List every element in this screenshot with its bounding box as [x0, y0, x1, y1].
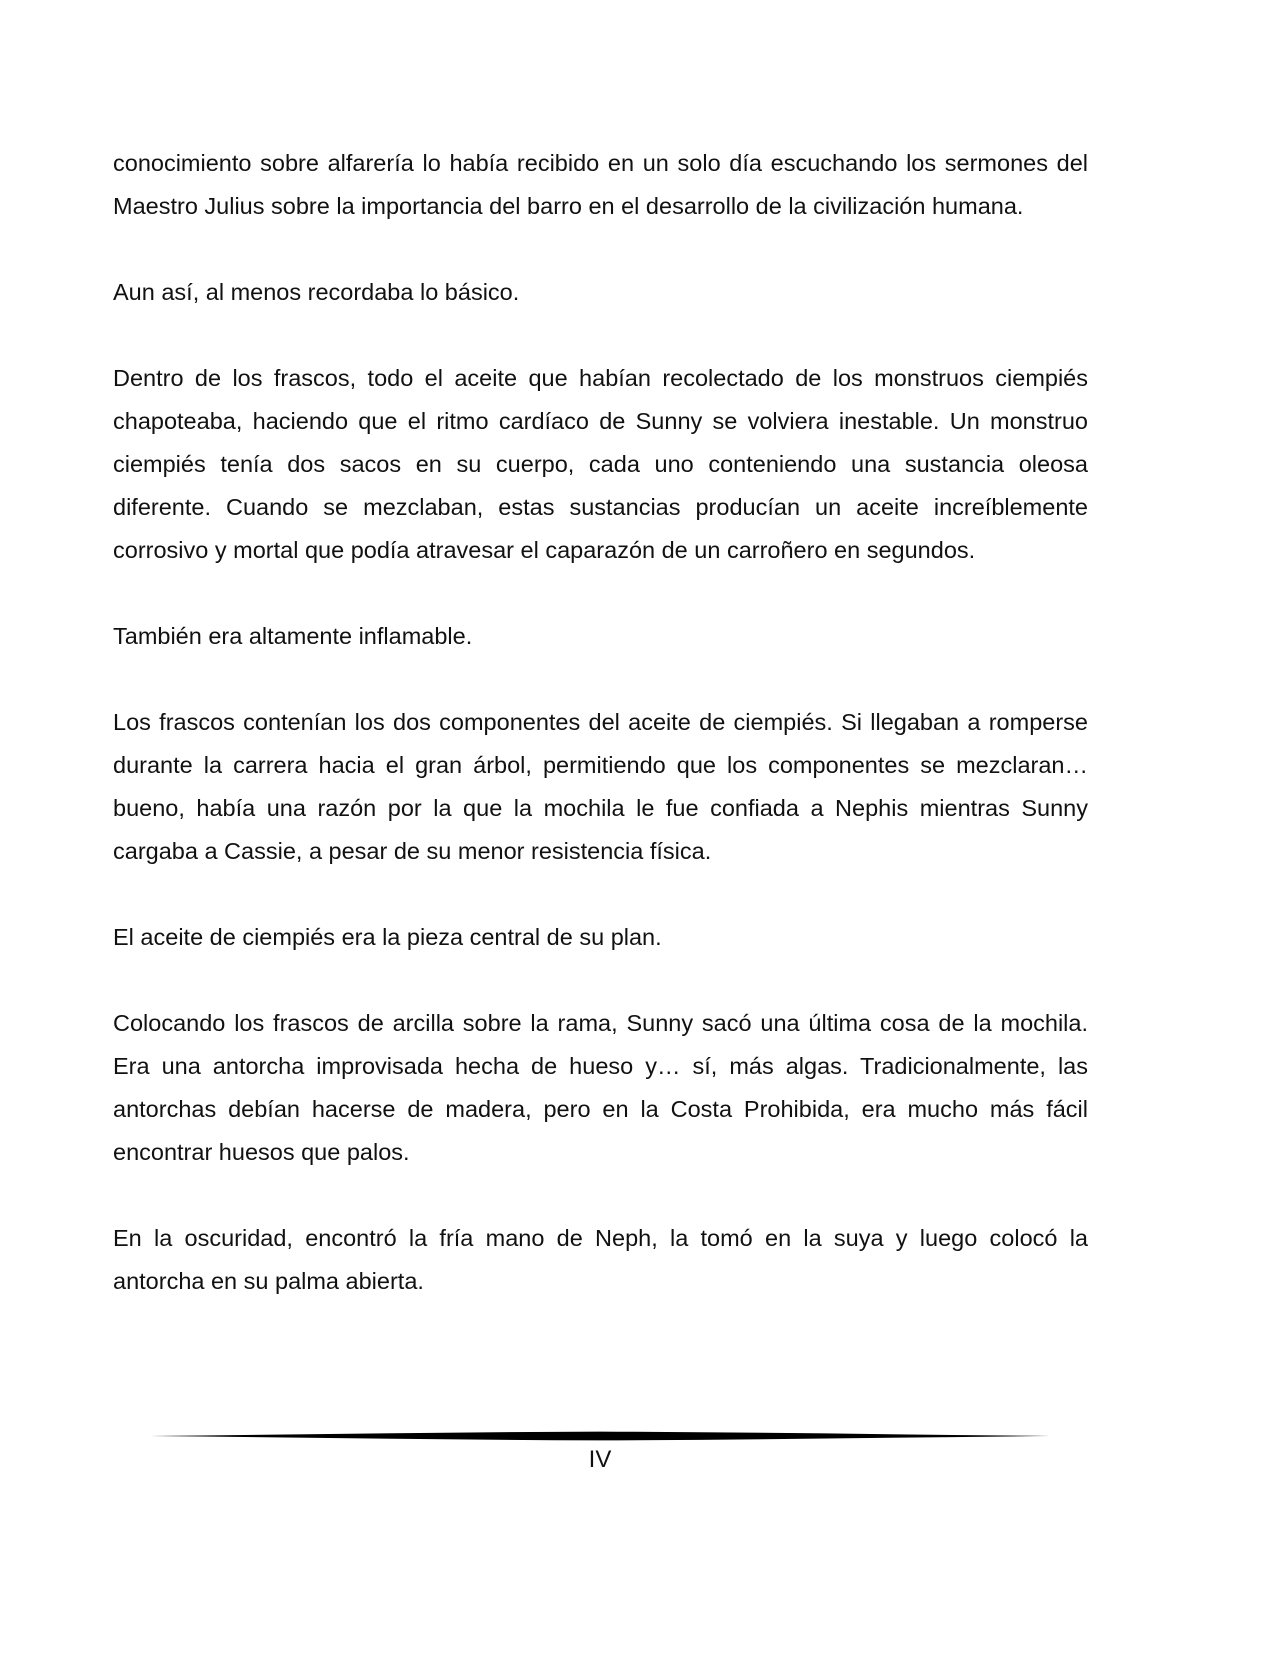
paragraph-3: Dentro de los frascos, todo el aceite que habían recolectado de los monstruos ciempiés chapoteaba, haciendo que el ritmo cardíaco de Sunny se volviera inestable. Un monstruo ciempiés tenía dos sacos en su cuerpo, cada uno conteniendo una sustancia oleosa diferente. Cuando se mezclaban, estas sustancias producían un aceite increíblemente corrosivo y mortal que podía atravesar el caparazón de un carroñero en segundos. — [113, 365, 1088, 563]
page-number: IV — [588, 1446, 612, 1473]
divider-line — [150, 1432, 1050, 1441]
footer-divider — [150, 1430, 1050, 1442]
paragraph-8: En la oscuridad, encontró la fría mano de Neph, la tomó en la suya y luego colocó la antorcha en su palma abierta. — [113, 1225, 1088, 1294]
paragraph-1: conocimiento sobre alfarería lo había recibido en un solo día escuchando los sermones del Maestro Julius sobre la importancia del barro en el desarrollo de la civilización humana. — [113, 150, 1088, 219]
paragraph-4: También era altamente inflamable. — [113, 623, 473, 649]
paragraph-7: Colocando los frascos de arcilla sobre la rama, Sunny sacó una última cosa de la mochila. Era una antorcha improvisada hecha de hueso y… sí, más algas. Tradicionalmente, las antorchas debían hacerse de madera, pero en la Costa Prohibida, era mucho más fácil encontrar huesos que palos. — [113, 1010, 1088, 1165]
body-text — [113, 142, 1088, 1346]
paragraph-2: Aun así, al menos recordaba lo básico. — [113, 279, 520, 305]
paragraph-6: El aceite de ciempiés era la pieza central de su plan. — [113, 924, 662, 950]
paragraph-5: Los frascos contenían los dos componentes del aceite de ciempiés. Si llegaban a romperse durante la carrera hacia el gran árbol, permitiendo que los componentes se mezclaran… bueno, había una razón por la que la mochila le fue confiada a Nephis mientras Sunny cargaba a Cassie, a pesar de su menor resistencia física. — [113, 709, 1088, 864]
